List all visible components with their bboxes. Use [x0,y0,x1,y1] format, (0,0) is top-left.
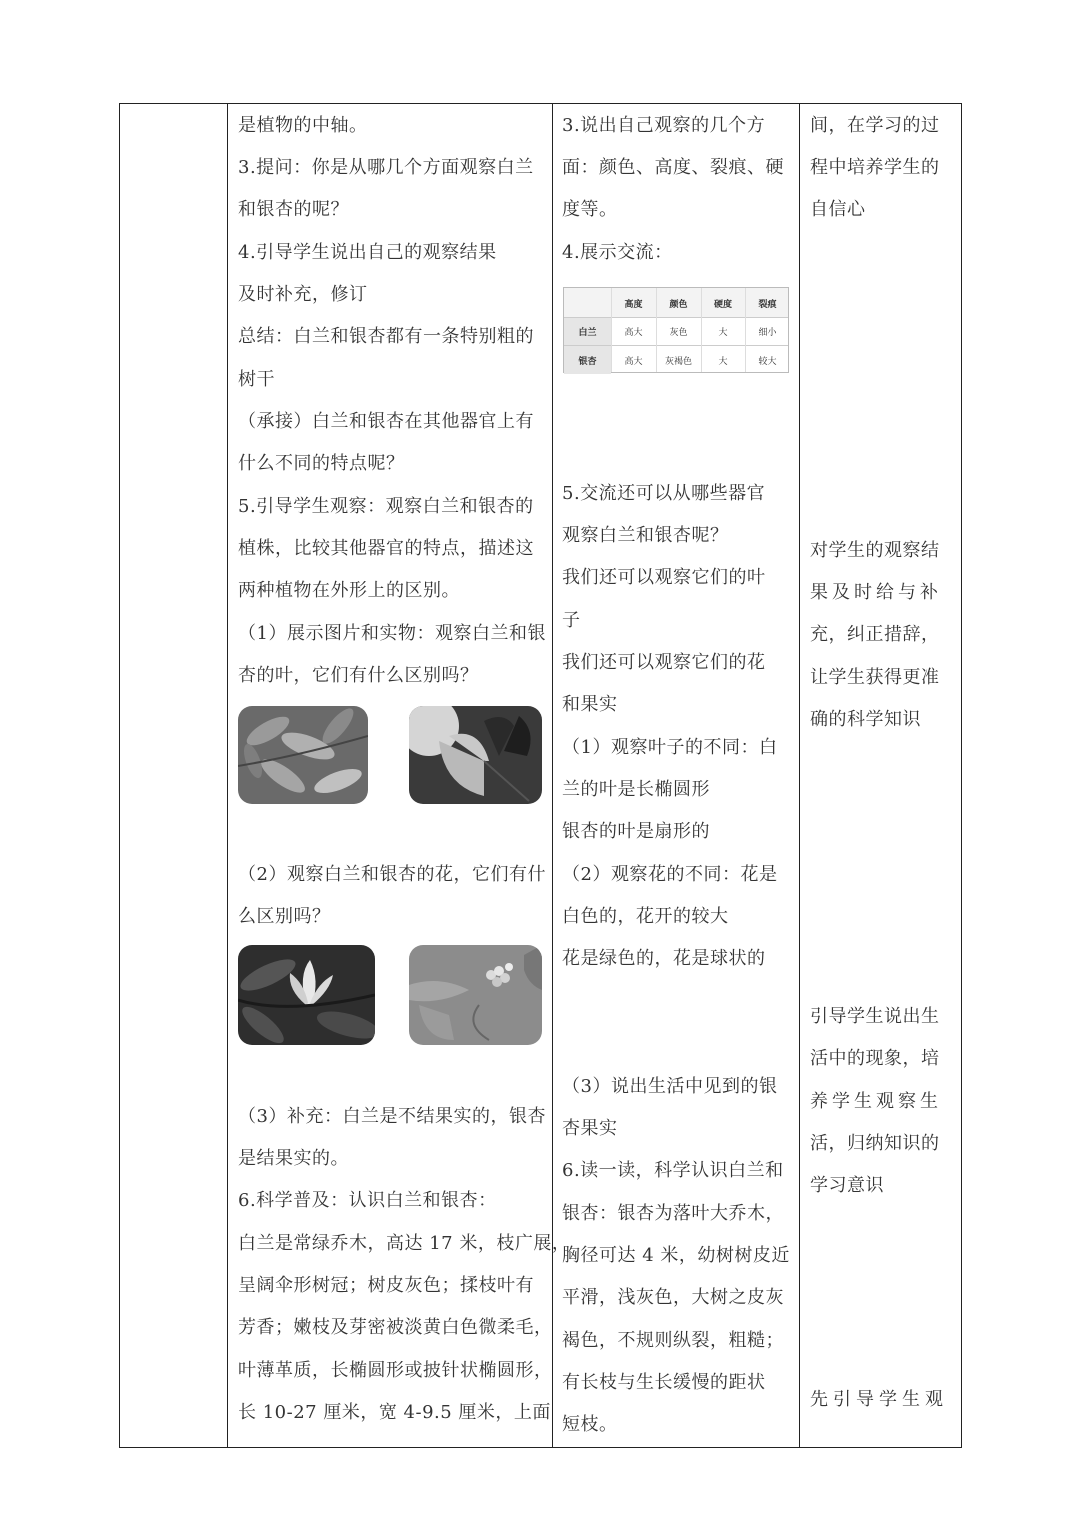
text-line: （1）展示图片和实物：观察白兰和银 [238,623,546,644]
table-cell: 灰褐色 [664,357,692,367]
text-line: 自信心 [810,199,866,220]
text-line: 杏果实 [562,1118,618,1139]
text-line: 5.交流还可以从哪些器官 [562,483,766,504]
table-row-header: 白兰 [578,328,597,338]
text-line: 是结果实的。 [238,1148,349,1169]
table-header-cell: 裂痕 [758,300,777,310]
text-line: 兰的叶是长椭圆形 [562,779,710,800]
text-line: 3.说出自己观察的几个方 [562,115,766,136]
text-line: 6.科学普及：认识白兰和银杏： [238,1190,497,1211]
text-line: 银杏：银杏为落叶大乔木， [562,1203,784,1224]
text-line: 3.提问：你是从哪几个方面观察白兰 [238,157,534,178]
text-line: 芳香；嫩枝及芽密被淡黄白色微柔毛， [238,1317,553,1338]
text-line: 我们还可以观察它们的花 [562,652,766,673]
table-cell: 灰色 [669,328,688,338]
table-cell: 高大 [624,328,643,338]
text-line: 总结：白兰和银杏都有一条特别粗的 [238,326,534,347]
text-line: 我们还可以观察它们的叶 [562,567,766,588]
table-row-header: 银杏 [578,357,597,367]
magnolia-leaves-photo [238,706,368,804]
text-line: 么区别吗？ [238,906,331,927]
text-line: 4.引导学生说出自己的观察结果 [238,242,497,263]
ginkgo-leaf-photo [409,706,542,804]
table-rule [564,345,788,346]
text-line: （2）观察花的不同：花是 [562,864,778,885]
text-line: 银杏的叶是扇形的 [562,821,710,842]
text-line: 有长枝与生长缓慢的距状 [562,1372,766,1393]
text-line: （2）观察白兰和银杏的花，它们有什 [238,864,546,885]
text-line: 白色的，花开的较大 [562,906,729,927]
observation-table [563,287,789,373]
text-line: 让学生获得更准 [810,667,940,688]
text-line: 平滑，浅灰色，大树之皮灰 [562,1287,784,1308]
ginkgo-flower-photo [409,945,542,1045]
text-line: 充，纠正措辞， [810,624,940,645]
text-line: 是植物的中轴。 [238,115,368,136]
text-line: 白兰是常绿乔木，高达 17 米，枝广展， [238,1233,571,1254]
text-line: 4.展示交流： [562,242,673,263]
text-line: 观察白兰和银杏呢？ [562,525,729,546]
text-line: 引导学生说出生 [810,1006,940,1027]
table-cell: 高大 [624,357,643,367]
text-line: （3）补充：白兰是不结果实的，银杏 [238,1106,546,1127]
text-line: 度等。 [562,199,618,220]
text-line: 短枝。 [562,1414,618,1435]
column-divider [227,103,228,1448]
text-line: 叶薄革质，长椭圆形或披针状椭圆形， [238,1360,553,1381]
text-line: 和果实 [562,694,618,715]
text-line: 对学生的观察结 [810,540,940,561]
text-line: 活中的现象，培 [810,1048,940,1069]
text-line: 学习意识 [810,1175,884,1196]
table-header-cell: 硬度 [713,300,732,310]
text-line: （承接）白兰和银杏在其他器官上有 [238,411,534,432]
table-cell: 大 [718,357,728,367]
text-line: 子 [562,610,581,631]
column-divider [799,103,800,1448]
text-line: 胸径可达 4 米，幼树树皮近 [562,1245,790,1266]
table-header-cell: 颜色 [669,300,688,310]
text-line: 褐色，不规则纵裂，粗糙； [562,1330,784,1351]
text-line: 及时补充，修订 [238,284,368,305]
text-line: 6.读一读，科学认识白兰和 [562,1160,784,1181]
table-header-cell: 高度 [624,300,643,310]
text-line: 面：颜色、高度、裂痕、硬 [562,157,784,178]
text-line: 养学生观察生 [810,1091,942,1112]
text-line: 植株，比较其他器官的特点，描述这 [238,538,534,559]
text-line: 杏的叶，它们有什么区别吗？ [238,665,479,686]
table-cell: 较大 [758,357,777,367]
text-line: 和银杏的呢？ [238,199,349,220]
text-line: 程中培养学生的 [810,157,940,178]
text-line: 两种植物在外形上的区别。 [238,580,460,601]
table-cell: 大 [718,328,728,338]
text-line: （3）说出生活中见到的银 [562,1076,778,1097]
text-line: 活，归纳知识的 [810,1133,940,1154]
text-line: 树干 [238,369,275,390]
table-cell: 细小 [758,328,777,338]
text-line: 长 10-27 厘米，宽 4-9.5 厘米，上面 [238,1402,551,1423]
magnolia-flower-photo [238,945,375,1045]
text-line: 5.引导学生观察：观察白兰和银杏的 [238,496,534,517]
text-line: 什么不同的特点呢？ [238,453,405,474]
text-line: 确的科学知识 [810,709,921,730]
text-line: 呈阔伞形树冠；树皮灰色；揉枝叶有 [238,1275,534,1296]
text-line: 果及时给与补 [810,582,942,603]
text-line: 先引导学生观 [810,1389,948,1410]
text-line: 花是绿色的，花是球状的 [562,948,766,969]
table-rule [564,317,788,318]
text-line: 间，在学习的过 [810,115,940,136]
text-line: （1）观察叶子的不同：白 [562,737,778,758]
